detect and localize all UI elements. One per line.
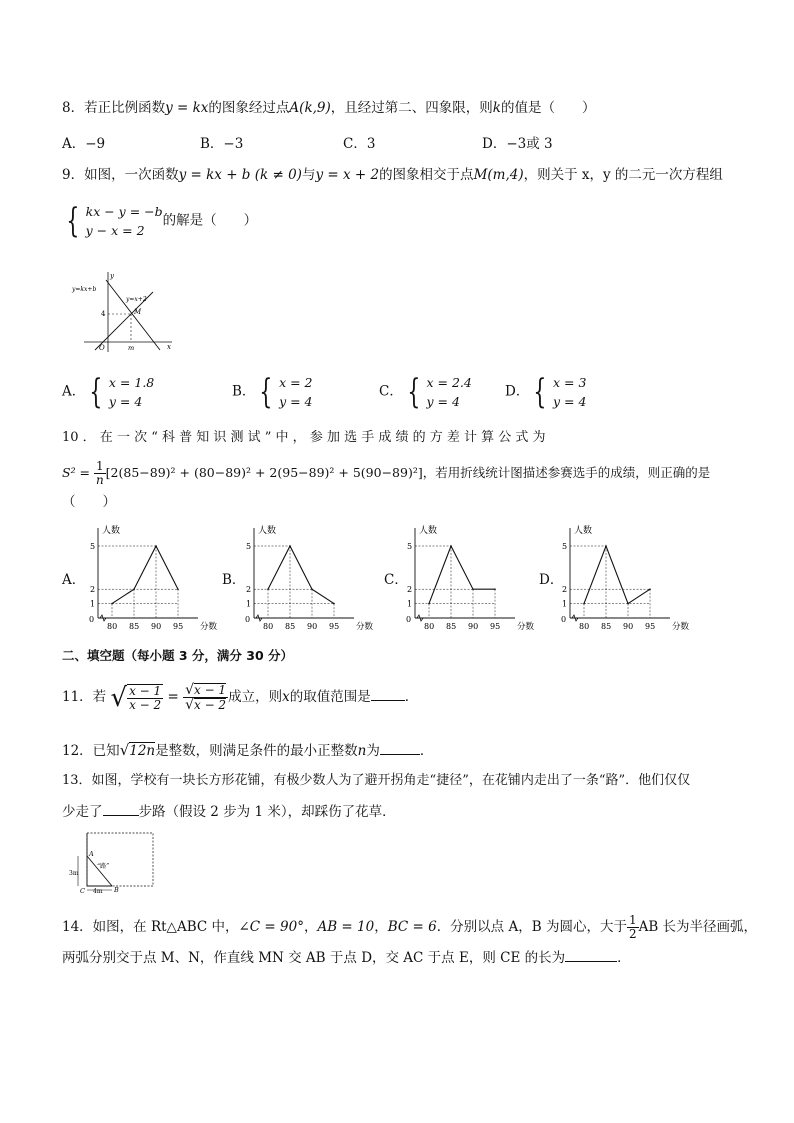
series-line <box>584 546 650 604</box>
q9-system: { kx − y = −b y − x = 2 的解是（ ） <box>62 202 257 240</box>
x-axis-label: 分数 <box>356 622 374 632</box>
q10-paren: （ ） <box>62 494 116 510</box>
q12-stem: 12．已知√12n是整数，则满足条件的最小正整数n为 ． <box>62 741 434 759</box>
x-axis-label: 分数 <box>672 622 690 632</box>
ytick-label: 5 <box>407 542 413 551</box>
q14-stem-line2: 两弧分别交于点 M、N，作直线 MN 交 AB 于点 D，交 AC 于点 E，则 CE 的长为 ． <box>62 950 631 966</box>
ytick-label: 1 <box>407 599 413 609</box>
q10-option-b[interactable]: B． <box>222 572 246 588</box>
q9-stem: 9．如图，一次函数y = kx + b (k ≠ 0)与y = x + 2的图象相交于点M(m,4)，则关于 x，y 的二元一次方程组 <box>62 167 723 183</box>
ytick-label: 1 <box>246 599 252 609</box>
q13-stem-line1: 13．如图，学校有一块长方形花铺，有极少数人为了避开拐角走“捷径”，在花铺内走出了一条“路”．他们仅仅 <box>62 773 691 788</box>
ytick-label: 5 <box>562 542 568 551</box>
xtick-label: 90 <box>151 622 162 631</box>
q8-option-c[interactable]: C．3 <box>343 136 376 152</box>
data-point <box>133 588 135 590</box>
q8-option-b[interactable]: B．−3 <box>200 136 244 152</box>
fraction-of-sqrts: √ x − 1 √ x − 2 <box>185 681 227 713</box>
flowerbed-outline <box>87 833 153 886</box>
label-4m: 4m <box>93 888 103 894</box>
label-a: A <box>89 850 94 858</box>
label-c: C <box>80 887 85 894</box>
origin-label: O <box>99 344 105 352</box>
data-point <box>428 603 430 605</box>
answer-blank[interactable] <box>565 961 617 962</box>
data-point <box>583 603 585 605</box>
ytick-label: 0 <box>406 615 412 624</box>
ytick-label: 0 <box>89 615 95 624</box>
road-label: “路” <box>97 863 110 870</box>
section-title: 二、填空题（每小题 3 分，满分 30 分） <box>62 648 294 663</box>
ytick-label: 0 <box>245 615 251 624</box>
data-point <box>450 545 452 547</box>
xtick-label: 80 <box>263 622 274 631</box>
q9-option-d[interactable]: D． { x = 3 y = 4 <box>505 372 587 412</box>
xtick-label: 90 <box>623 622 634 631</box>
x-axis-label: 分数 <box>200 622 218 632</box>
q10-option-a[interactable]: A． <box>62 572 86 588</box>
data-point <box>289 545 291 547</box>
xtick-label: 95 <box>329 622 340 631</box>
xtick-label: 80 <box>579 622 590 631</box>
q11-stem: 11．若 √ $\frac{x - 1}{x - 2}$ = √ x − 1 √ x − 2 成立，则x的取值范围是 ． <box>62 681 419 713</box>
ytick-label: 5 <box>90 542 96 551</box>
ytick-label: 1 <box>562 599 568 609</box>
data-point <box>333 603 335 605</box>
ytick-label: 2 <box>90 585 96 595</box>
ytick-label: 5 <box>246 542 252 551</box>
q9-option-b[interactable]: B． { x = 2 y = 4 <box>232 372 313 412</box>
data-point <box>177 588 179 590</box>
y-axis-label: 人数 <box>574 526 593 536</box>
q10-option-d[interactable]: D． <box>539 572 564 588</box>
chart-d <box>556 524 696 634</box>
data-point <box>267 588 269 590</box>
answer-blank[interactable] <box>371 700 405 701</box>
ytick-4: 4 <box>101 310 106 318</box>
ytick-label: 0 <box>561 615 567 624</box>
corner-path <box>87 833 112 886</box>
x-axis-label: 分数 <box>517 622 535 632</box>
ytick-label: 2 <box>246 585 252 595</box>
y-axis-label: 人数 <box>258 526 277 536</box>
data-point <box>627 603 629 605</box>
xtick-label: 95 <box>490 622 501 631</box>
chart-c <box>401 524 541 634</box>
y-axis-label: 人数 <box>102 526 121 536</box>
equation-system: { kx − y = −b y − x = 2 <box>66 201 163 241</box>
data-point <box>494 588 496 590</box>
xtick-label: 90 <box>307 622 318 631</box>
q10-option-c[interactable]: C． <box>384 572 408 588</box>
y-axis-label: 人数 <box>419 526 438 536</box>
answer-blank[interactable] <box>380 754 420 755</box>
label-b: B <box>114 886 119 894</box>
q8-option-d[interactable]: D．−3或 3 <box>482 136 553 152</box>
q8-stem: 8．若正比例函数y = kx的图象经过点A(k,9)，且经过第二、四象限，则k的值是（ ） <box>62 100 596 116</box>
y-axis-label: y <box>110 272 114 280</box>
chart-a <box>84 524 224 634</box>
series-line <box>268 546 334 604</box>
data-point <box>111 603 113 605</box>
data-point <box>605 545 607 547</box>
q9-option-a[interactable]: A． { x = 1.8 y = 4 <box>62 372 155 412</box>
ytick-label: 2 <box>562 585 568 595</box>
xtick-label: 95 <box>645 622 656 631</box>
xtick-label: 80 <box>107 622 118 631</box>
q9-graph <box>70 268 176 358</box>
q9-option-c[interactable]: C． { x = 2.4 y = 4 <box>379 372 472 412</box>
data-point <box>155 545 157 547</box>
ytick-label: 1 <box>90 599 96 609</box>
data-point <box>472 588 474 590</box>
xtick-label: 80 <box>424 622 435 631</box>
xtick-label: 85 <box>129 622 140 631</box>
x-axis-label: x <box>167 343 171 351</box>
xtick-label: 85 <box>446 622 457 631</box>
q8-option-a[interactable]: A．−9 <box>62 136 106 152</box>
sqrt-fraction: √ $\frac{x - 1}{x - 2}$ <box>110 682 162 713</box>
label-3m: 3m <box>69 870 79 877</box>
line1-label: y=kx+b <box>72 286 97 293</box>
xtick-m: m <box>128 344 135 352</box>
q10-formula-line: S² = $\frac{1}{n}$ [2(85−89)² + (80−89)² + 2(95−89)² + 5(90−89)²]，若用折线统计图描述参赛选手的成绩，则正确的是 <box>62 459 711 487</box>
answer-blank[interactable] <box>103 815 139 816</box>
chart-b <box>240 524 380 634</box>
xtick-label: 90 <box>468 622 479 631</box>
xtick-label: 95 <box>173 622 184 631</box>
series-line <box>112 546 178 604</box>
q13-figure <box>68 832 158 894</box>
shortcut-road <box>87 856 112 886</box>
xtick-label: 85 <box>285 622 296 631</box>
q14-stem-line1: 14．如图，在 Rt△ABC 中，∠C = 90°，AB = 10，BC = 6．分别以点 A，B 为圆心，大于 $\frac{1}{2}$ AB 长为半径画弧， <box>62 913 758 941</box>
point-m-label: M <box>134 308 142 316</box>
line2-label: y=x+2 <box>126 296 147 303</box>
q10-stem-line1: 10 ． 在 一 次 “ 科 普 知 识 测 试 ” 中 ， 参 加 选 手 成 绩 的 方 差 计 算 公 式 为 <box>62 430 546 445</box>
line-y-kx-plus-b <box>106 280 160 350</box>
xtick-label: 85 <box>601 622 612 631</box>
data-point <box>649 588 651 590</box>
series-line <box>429 546 495 604</box>
ytick-label: 2 <box>407 585 413 595</box>
data-point <box>311 588 313 590</box>
q13-stem-line2: 少走了 步路（假设 2 步为 1 米），却踩伤了花草． <box>62 804 396 820</box>
